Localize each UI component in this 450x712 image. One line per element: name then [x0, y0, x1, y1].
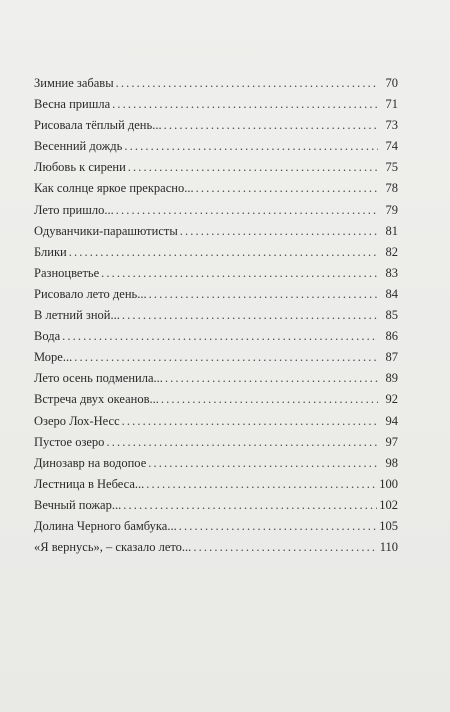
toc-entry-page-number: 92 [385, 392, 398, 407]
toc-entry-page-number: 84 [385, 286, 398, 301]
leader-dots [106, 432, 378, 453]
toc-entry-title: Весна пришла [34, 97, 111, 112]
toc-entry-page-number: 97 [385, 434, 398, 449]
toc-entry [34, 432, 398, 453]
toc-entry-title: Как солнце яркое прекрасно... [34, 181, 194, 196]
toc-entry-page-number: 83 [385, 265, 398, 280]
toc-entry-title: Динозавр на водопое [34, 455, 147, 470]
toc-entry-page-number: 98 [385, 455, 398, 470]
toc-entry [34, 411, 398, 432]
toc-entry-title: Разноцветье [34, 265, 100, 280]
toc-entry-page-number: 70 [385, 76, 398, 90]
toc-entry [34, 347, 398, 368]
toc-entry [34, 284, 398, 305]
leader-dots [148, 453, 378, 474]
toc-entry [34, 453, 398, 474]
toc-entry [34, 537, 398, 558]
leader-dots [180, 221, 378, 242]
leader-dots [123, 495, 377, 516]
toc-entry-page-number: 74 [385, 139, 398, 154]
toc-entry-page-number: 105 [379, 518, 398, 533]
leader-dots [196, 178, 378, 199]
toc-entry-page-number: 102 [379, 497, 398, 512]
toc-entry-title: Рисовало лето день... [34, 286, 147, 301]
toc-entry [34, 221, 398, 242]
leader-dots [165, 368, 378, 389]
toc-entry-title: Пустое озеро [34, 434, 105, 449]
leader-dots [122, 411, 378, 432]
toc-entry-title: Долина Черного бамбука... [34, 518, 177, 533]
leader-dots [116, 200, 378, 221]
toc-entry [34, 136, 398, 157]
toc-entry [34, 178, 398, 199]
toc-entry-title: Лестница в Небеса... [34, 476, 145, 491]
leader-dots [179, 516, 378, 537]
toc-entry-title: Рисовала тёплый день... [34, 118, 162, 133]
toc-entry-page-number: 85 [385, 308, 398, 323]
toc-entry [34, 516, 398, 537]
toc-entry [34, 242, 398, 263]
toc-entry-title: Весенний дождь [34, 139, 123, 154]
leader-dots [161, 389, 378, 410]
toc-entry [34, 326, 398, 347]
leader-dots [193, 537, 377, 558]
toc-entry-title: Лето осень подменила... [34, 371, 163, 386]
toc-entry-page-number: 86 [385, 329, 398, 344]
leader-dots [74, 347, 378, 368]
toc-entry-title: Одуванчики-парашютисты [34, 223, 178, 238]
leader-dots [164, 115, 378, 136]
table-of-contents [34, 73, 398, 558]
toc-entry [34, 368, 398, 389]
toc-entry [34, 157, 398, 178]
leader-dots [149, 284, 378, 305]
toc-entry-title: «Я вернусь», – сказало лето... [34, 540, 192, 555]
toc-entry [34, 474, 398, 495]
toc-entry-title: Лето пришло... [34, 202, 114, 217]
toc-entry-title: Встреча двух океанов... [34, 392, 159, 407]
toc-entry [34, 305, 398, 326]
toc-entry [34, 389, 398, 410]
toc-entry-title: Море... [34, 350, 73, 365]
leader-dots [62, 326, 378, 347]
toc-entry-title: Вода [34, 329, 61, 344]
toc-entry-title: Вечный пожар... [34, 497, 122, 512]
toc-entry-page-number: 78 [385, 181, 398, 196]
toc-entry-page-number: 73 [385, 118, 398, 133]
toc-entry-page-number: 87 [385, 350, 398, 365]
toc-entry-title: Блики [34, 244, 67, 259]
toc-entry-title: Озеро Лох-Несс [34, 413, 120, 428]
toc-entry-title: Любовь к сирени [34, 160, 126, 175]
toc-entry-page-number: 89 [385, 371, 398, 386]
toc-entry-page-number: 100 [379, 476, 398, 491]
toc-entry [34, 73, 398, 94]
toc-entry-page-number: 82 [385, 244, 398, 259]
toc-entry [34, 495, 398, 516]
leader-dots [146, 474, 377, 495]
toc-entry-page-number: 71 [385, 97, 398, 112]
toc-entry-page-number: 75 [385, 160, 398, 175]
toc-entry-page-number: 79 [385, 202, 398, 217]
toc-entry [34, 94, 398, 115]
toc-entry-page-number: 94 [385, 413, 398, 428]
leader-dots [128, 157, 378, 178]
leader-dots [101, 263, 378, 284]
toc-entry-title: Зимние забавы [34, 76, 114, 90]
toc-entry [34, 115, 398, 136]
toc-entry-page-number: 110 [379, 540, 398, 555]
toc-entry [34, 200, 398, 221]
leader-dots [116, 73, 378, 94]
toc-entry-page-number: 81 [385, 223, 398, 238]
leader-dots [122, 305, 378, 326]
leader-dots [112, 94, 378, 115]
leader-dots [124, 136, 378, 157]
toc-entry-title: В летний зной... [34, 308, 120, 323]
leader-dots [69, 242, 378, 263]
toc-entry [34, 263, 398, 284]
